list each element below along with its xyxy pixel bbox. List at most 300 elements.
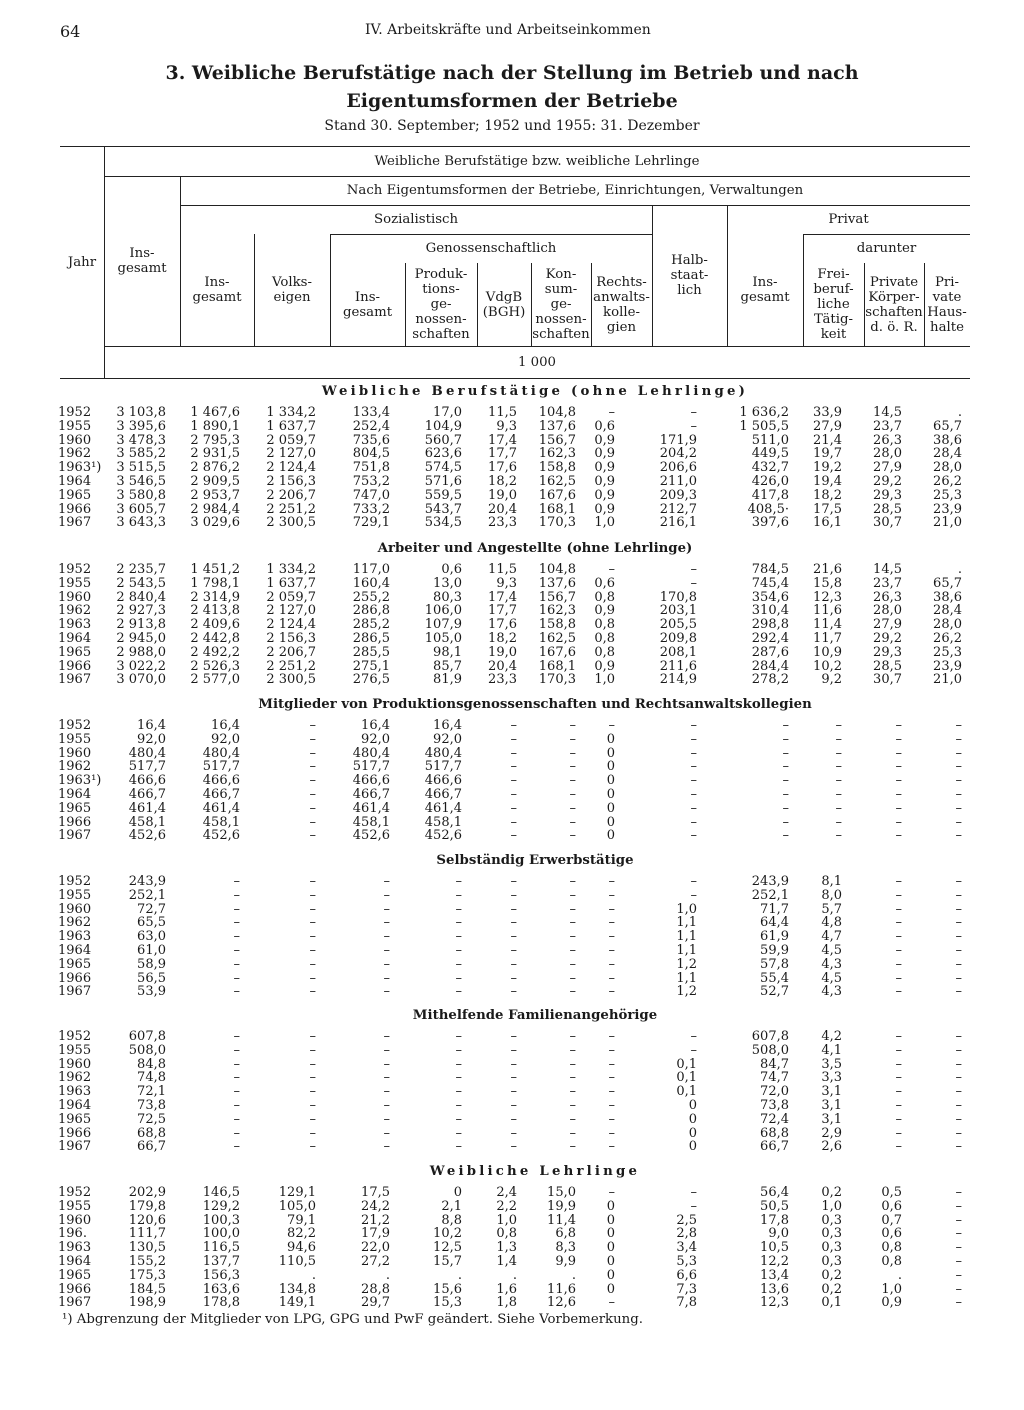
table-cell: 184,5 — [128, 1281, 166, 1297]
table-cell: – — [309, 970, 316, 986]
table-cell: – — [608, 1098, 615, 1113]
table-cell: – — [510, 731, 517, 747]
table-cell: 252,1 — [128, 887, 166, 903]
table-cell: 2,2 — [496, 1198, 517, 1214]
table-cell: 179,8 — [128, 1198, 166, 1214]
table-cell: – — [510, 800, 517, 816]
table-cell: 607,8 — [128, 1029, 166, 1044]
table-cell: 287,6 — [751, 644, 789, 660]
table-cell: 2 413,8 — [190, 603, 240, 619]
year-cell: 1960 — [58, 1212, 92, 1228]
table-cell: 66,7 — [760, 1139, 789, 1155]
table-cell: – — [782, 745, 789, 761]
table-cell: – — [608, 1125, 615, 1141]
table-cell: – — [782, 800, 789, 816]
table-cell: – — [309, 887, 316, 903]
table-cell: – — [690, 731, 697, 747]
table-row — [0, 516, 1024, 530]
table-cell: – — [895, 718, 902, 733]
table-cell: – — [608, 1139, 615, 1155]
table-cell: – — [569, 887, 576, 903]
table-cell: – — [690, 1198, 697, 1214]
year-cell: 1966 — [58, 970, 92, 986]
table-cell: – — [309, 773, 316, 789]
table-cell: – — [608, 405, 615, 420]
table-cell: – — [510, 718, 517, 733]
table-cell: 0,9 — [594, 446, 615, 462]
table-cell: – — [309, 759, 316, 775]
table-cell: – — [955, 1111, 962, 1127]
table-cell: 72,1 — [137, 1084, 166, 1100]
table-cell: 2 945,0 — [116, 631, 166, 646]
table-cell: – — [510, 1084, 517, 1100]
table-cell: – — [569, 787, 576, 802]
table-cell: 4,3 — [821, 984, 842, 1000]
table-cell: 2 156,3 — [266, 631, 316, 646]
table-cell: 0,6 — [881, 1198, 902, 1214]
table-cell: 0,9 — [594, 474, 615, 489]
table-cell: – — [955, 814, 962, 830]
table-cell: 64,4 — [760, 915, 789, 931]
table-cell: 2 876,2 — [190, 460, 240, 476]
table-row — [0, 719, 1024, 733]
table-cell: 9,2 — [821, 672, 842, 688]
table-cell: 607,8 — [751, 1029, 789, 1044]
table-cell: 2 543,5 — [116, 575, 166, 591]
table-cell: – — [608, 887, 615, 903]
table-cell: 9,0 — [768, 1226, 789, 1242]
table-cell: – — [608, 1185, 615, 1200]
table-cell: – — [835, 814, 842, 830]
table-cell: 33,9 — [813, 405, 842, 420]
table-cell: – — [510, 1125, 517, 1141]
table-cell: 17,7 — [488, 446, 517, 462]
table-cell: 517,7 — [202, 759, 240, 775]
table-cell: 202,9 — [128, 1185, 166, 1200]
table-cell: – — [383, 1084, 390, 1100]
table-cell: 4,2 — [821, 1029, 842, 1044]
table-cell: 110,5 — [278, 1254, 316, 1269]
table-cell: – — [233, 1139, 240, 1155]
table-cell: – — [782, 828, 789, 844]
table-cell: 466,6 — [424, 773, 462, 789]
year-cell: 1964 — [58, 1098, 92, 1113]
table-cell: – — [955, 1198, 962, 1214]
table-cell: 211,0 — [659, 474, 697, 489]
table-cell: 17,4 — [488, 589, 517, 605]
table-cell: 13,0 — [433, 575, 462, 591]
table-cell: 92,0 — [361, 731, 390, 747]
table-cell: 17,7 — [488, 603, 517, 619]
table-cell: 16,4 — [433, 718, 462, 733]
table-cell: 417,8 — [751, 487, 789, 503]
table-cell: – — [510, 759, 517, 775]
table-cell: . — [957, 562, 962, 577]
table-cell: – — [955, 731, 962, 747]
table-cell: – — [690, 800, 697, 816]
table-cell: 0,1 — [821, 1295, 842, 1311]
table-cell: 4,5 — [821, 970, 842, 986]
table-cell: 38,6 — [933, 432, 962, 448]
table-row — [0, 1186, 1024, 1200]
table-cell: 28,8 — [361, 1281, 390, 1297]
year-cell: 1963 — [58, 617, 92, 633]
table-cell: – — [955, 787, 962, 802]
table-cell: – — [510, 970, 517, 986]
table-cell: – — [895, 759, 902, 775]
table-cell: 137,7 — [202, 1254, 240, 1269]
table-cell: 2 314,9 — [190, 589, 240, 605]
table-cell: – — [309, 718, 316, 733]
table-cell: 134,8 — [278, 1281, 316, 1297]
table-cell: 0 — [606, 814, 615, 830]
table-row — [0, 1255, 1024, 1269]
table-cell: 170,3 — [538, 672, 576, 688]
table-cell: 15,6 — [433, 1281, 462, 1297]
table-row — [0, 958, 1024, 972]
table-cell: 0,3 — [821, 1226, 842, 1242]
table-cell: – — [690, 828, 697, 844]
table-cell: 1,3 — [496, 1240, 517, 1256]
table-cell: – — [233, 1070, 240, 1086]
table-cell: 0 — [453, 1185, 462, 1200]
table-cell: – — [895, 828, 902, 844]
table-cell: 92,0 — [211, 731, 240, 747]
table-cell: – — [895, 1029, 902, 1044]
table-cell: – — [895, 1056, 902, 1072]
table-cell: 23,7 — [873, 575, 902, 591]
table-cell: – — [569, 1084, 576, 1100]
table-cell: 2 984,4 — [190, 501, 240, 517]
table-cell: – — [309, 1042, 316, 1058]
table-cell: 480,4 — [424, 745, 462, 761]
table-cell: 1,1 — [676, 970, 697, 986]
table-cell: 8,1 — [821, 874, 842, 889]
table-cell: – — [608, 1042, 615, 1058]
table-cell: 6,8 — [555, 1226, 576, 1242]
table-cell: 1 798,1 — [190, 575, 240, 591]
year-cell: 1965 — [58, 800, 92, 816]
year-cell: 1952 — [58, 718, 92, 733]
table-cell: 1 637,7 — [266, 575, 316, 591]
year-cell: 1962 — [58, 759, 92, 775]
table-cell: – — [608, 1070, 615, 1086]
table-cell: – — [835, 759, 842, 775]
table-cell: 162,3 — [538, 446, 576, 462]
table-cell: 168,1 — [538, 658, 576, 674]
table-cell: 3 515,5 — [116, 460, 166, 476]
table-cell: – — [895, 956, 902, 972]
table-cell: 28,0 — [873, 446, 902, 462]
table-cell: – — [569, 1125, 576, 1141]
table-cell: 285,2 — [352, 617, 390, 633]
table-cell: – — [895, 901, 902, 917]
table-cell: – — [455, 956, 462, 972]
table-cell: – — [895, 887, 902, 903]
table-cell: – — [455, 874, 462, 889]
table-cell: 21,0 — [933, 672, 962, 688]
table-cell: 80,3 — [433, 589, 462, 605]
table-cell: 0,6 — [594, 418, 615, 434]
table-cell: 3 395,6 — [116, 418, 166, 434]
table-cell: – — [233, 1125, 240, 1141]
section-title: Weibliche Berufstätige (ohne Lehrlinge) — [321, 384, 749, 399]
table-cell: 11,5 — [488, 562, 517, 577]
table-cell: 117,0 — [352, 562, 390, 577]
year-cell: 1952 — [58, 562, 92, 577]
table-cell: 292,4 — [751, 631, 789, 646]
table-cell: – — [510, 1056, 517, 1072]
table-cell: 171,9 — [659, 432, 697, 448]
col-header-gen-insgesamt: Ins- gesamt — [342, 289, 393, 320]
table-cell: – — [569, 1139, 576, 1155]
table-cell: 2,1 — [441, 1198, 462, 1214]
table-cell: 3 103,8 — [116, 405, 166, 420]
table-row — [0, 1030, 1024, 1044]
table-cell: 17,9 — [361, 1226, 390, 1242]
table-cell: – — [455, 915, 462, 931]
table-cell: 0,1 — [676, 1070, 697, 1086]
table-cell: 28,4 — [933, 603, 962, 619]
table-row — [0, 1099, 1024, 1113]
table-cell: – — [233, 1084, 240, 1100]
table-cell: . — [457, 1267, 462, 1283]
table-cell: 17,5 — [361, 1185, 390, 1200]
table-cell: – — [455, 984, 462, 1000]
table-cell: – — [309, 731, 316, 747]
table-cell: 480,4 — [128, 745, 166, 761]
table-cell: 206,6 — [659, 460, 697, 476]
table-cell: 2 235,7 — [116, 562, 166, 577]
table-cell: 11,4 — [813, 617, 842, 633]
table-cell: 2 124,4 — [266, 460, 316, 476]
table-cell: 2 409,6 — [190, 617, 240, 633]
table-cell: 12,5 — [433, 1240, 462, 1256]
table-cell: – — [510, 887, 517, 903]
table-row — [0, 788, 1024, 802]
table-cell: 92,0 — [137, 731, 166, 747]
table-cell: – — [233, 956, 240, 972]
running-head: IV. Arbeitskräfte und Arbeitseinkommen — [365, 22, 651, 38]
table-cell: – — [510, 814, 517, 830]
table-cell: 784,5 — [751, 562, 789, 577]
table-cell: – — [569, 874, 576, 889]
table-cell: – — [608, 562, 615, 577]
table-cell: 84,7 — [760, 1056, 789, 1072]
table-cell: – — [510, 828, 517, 844]
table-cell: – — [383, 1098, 390, 1113]
table-row — [0, 420, 1024, 434]
table-cell: 0,9 — [594, 487, 615, 503]
table-cell: 11,4 — [547, 1212, 576, 1228]
table-cell: 508,0 — [751, 1042, 789, 1058]
table-cell: 21,4 — [813, 432, 842, 448]
table-cell: 208,1 — [659, 644, 697, 660]
table-cell: 0,2 — [821, 1281, 842, 1297]
table-cell: 55,4 — [760, 970, 789, 986]
table-row — [0, 475, 1024, 489]
table-cell: – — [383, 970, 390, 986]
table-cell: – — [455, 887, 462, 903]
table-cell: 0 — [606, 1198, 615, 1214]
table-cell: 7,8 — [676, 1295, 697, 1311]
table-cell: 1,6 — [496, 1281, 517, 1297]
table-row — [0, 632, 1024, 646]
table-cell: 74,7 — [760, 1070, 789, 1086]
table-cell: – — [782, 759, 789, 775]
table-cell: 804,5 — [352, 446, 390, 462]
table-cell: – — [608, 929, 615, 945]
table-cell: 2 206,7 — [266, 644, 316, 660]
table-cell: 458,1 — [352, 814, 390, 830]
year-cell: 1966 — [58, 1125, 92, 1141]
table-cell: 753,2 — [352, 474, 390, 489]
year-cell: 1955 — [58, 887, 92, 903]
table-cell: 155,2 — [128, 1254, 166, 1269]
table-cell: 2 931,5 — [190, 446, 240, 462]
table-cell: 26,2 — [933, 474, 962, 489]
table-cell: 105,0 — [424, 631, 462, 646]
table-cell: – — [569, 915, 576, 931]
table-cell: – — [455, 1056, 462, 1072]
table-row — [0, 1296, 1024, 1310]
table-row — [0, 646, 1024, 660]
table-cell: – — [455, 1098, 462, 1113]
table-cell: – — [569, 759, 576, 775]
table-cell: – — [955, 1295, 962, 1311]
table-cell: 559,5 — [424, 487, 462, 503]
table-cell: 2 526,3 — [190, 658, 240, 674]
table-cell: 84,8 — [137, 1056, 166, 1072]
table-cell: 17,8 — [760, 1212, 789, 1228]
table-cell: 3,1 — [821, 1111, 842, 1127]
table-cell: 2 124,4 — [266, 617, 316, 633]
table-cell: 209,8 — [659, 631, 697, 646]
table-row — [0, 1044, 1024, 1058]
table-cell: 14,5 — [873, 405, 902, 420]
table-cell: 5,3 — [676, 1254, 697, 1269]
table-cell: 461,4 — [202, 800, 240, 816]
table-row — [0, 489, 1024, 503]
header-sozialistisch: Sozialistisch — [373, 212, 459, 227]
table-cell: – — [309, 800, 316, 816]
table-cell: . — [512, 1267, 517, 1283]
table-cell: 3 029,6 — [190, 515, 240, 531]
table-cell: 449,5 — [751, 446, 789, 462]
table-cell: 0,9 — [594, 603, 615, 619]
table-cell: – — [608, 718, 615, 733]
table-cell: 27,2 — [361, 1254, 390, 1269]
table-cell: 17,0 — [433, 405, 462, 420]
table-cell: 27,9 — [873, 617, 902, 633]
table-cell: – — [233, 1111, 240, 1127]
table-cell: 2 953,7 — [190, 487, 240, 503]
table-cell: 160,4 — [352, 575, 390, 591]
table-cell: 18,2 — [488, 474, 517, 489]
table-cell: 82,2 — [287, 1226, 316, 1242]
table-cell: 255,2 — [352, 589, 390, 605]
header-eigentumsformen: Nach Eigentumsformen der Betriebe, Einrichtungen, Verwaltungen — [346, 183, 804, 198]
table-cell: – — [309, 929, 316, 945]
table-cell: – — [569, 1056, 576, 1072]
table-row — [0, 875, 1024, 889]
table-cell: 511,0 — [751, 432, 789, 448]
table-cell: 2 206,7 — [266, 487, 316, 503]
table-cell: 6,6 — [676, 1267, 697, 1283]
table-cell: 0 — [606, 1212, 615, 1228]
year-cell: 1952 — [58, 1029, 92, 1044]
table-cell: 10,5 — [760, 1240, 789, 1256]
table-cell: – — [895, 1111, 902, 1127]
table-cell: 4,1 — [821, 1042, 842, 1058]
table-cell: – — [383, 1056, 390, 1072]
table-cell: 74,8 — [137, 1070, 166, 1086]
table-cell: 28,0 — [933, 460, 962, 476]
table-cell: 3,5 — [821, 1056, 842, 1072]
table-cell: – — [955, 718, 962, 733]
table-cell: – — [383, 929, 390, 945]
table-cell: 2 300,5 — [266, 515, 316, 531]
table-cell: – — [690, 1042, 697, 1058]
table-cell: 61,0 — [137, 943, 166, 958]
table-cell: – — [955, 1254, 962, 1269]
table-cell: 68,8 — [137, 1125, 166, 1141]
table-cell: – — [569, 800, 576, 816]
table-cell: 50,5 — [760, 1198, 789, 1214]
table-row — [0, 889, 1024, 903]
table-cell: – — [510, 1111, 517, 1127]
year-cell: 1964 — [58, 631, 92, 646]
table-cell: 1 334,2 — [266, 562, 316, 577]
table-cell: 2 127,0 — [266, 446, 316, 462]
table-cell: 298,8 — [751, 617, 789, 633]
year-cell: 1955 — [58, 1198, 92, 1214]
table-cell: – — [895, 874, 902, 889]
table-cell: 133,4 — [352, 405, 390, 420]
year-cell: 1963 — [58, 1240, 92, 1256]
table-cell: 310,4 — [751, 603, 789, 619]
table-cell: 466,7 — [424, 787, 462, 802]
table-cell: – — [955, 1226, 962, 1242]
table-row — [0, 733, 1024, 747]
table-cell: . — [385, 1267, 390, 1283]
table-cell: 158,8 — [538, 460, 576, 476]
col-header-produktion: Produk- tions- ge- nossen- schaften — [412, 267, 470, 342]
table-cell: 29,3 — [873, 487, 902, 503]
table-cell: 163,6 — [202, 1281, 240, 1297]
table-cell: – — [569, 773, 576, 789]
table-cell: 104,8 — [538, 562, 576, 577]
table-cell: – — [569, 984, 576, 1000]
table-cell: 11,6 — [547, 1281, 576, 1297]
table-cell: 23,9 — [933, 658, 962, 674]
table-cell: 0 — [606, 1254, 615, 1269]
table-cell: 0,3 — [821, 1240, 842, 1256]
year-cell: 1964 — [58, 943, 92, 958]
table-cell: 137,6 — [538, 418, 576, 434]
table-cell: 104,8 — [538, 405, 576, 420]
table-cell: – — [608, 1111, 615, 1127]
table-cell: – — [955, 1029, 962, 1044]
table-cell: 2,6 — [821, 1139, 842, 1155]
table-cell: – — [510, 773, 517, 789]
year-cell: 1963 — [58, 1084, 92, 1100]
table-cell: – — [455, 1070, 462, 1086]
table-cell: – — [690, 718, 697, 733]
year-cell: 1965 — [58, 956, 92, 972]
table-cell: – — [309, 1125, 316, 1141]
table-cell: – — [510, 787, 517, 802]
